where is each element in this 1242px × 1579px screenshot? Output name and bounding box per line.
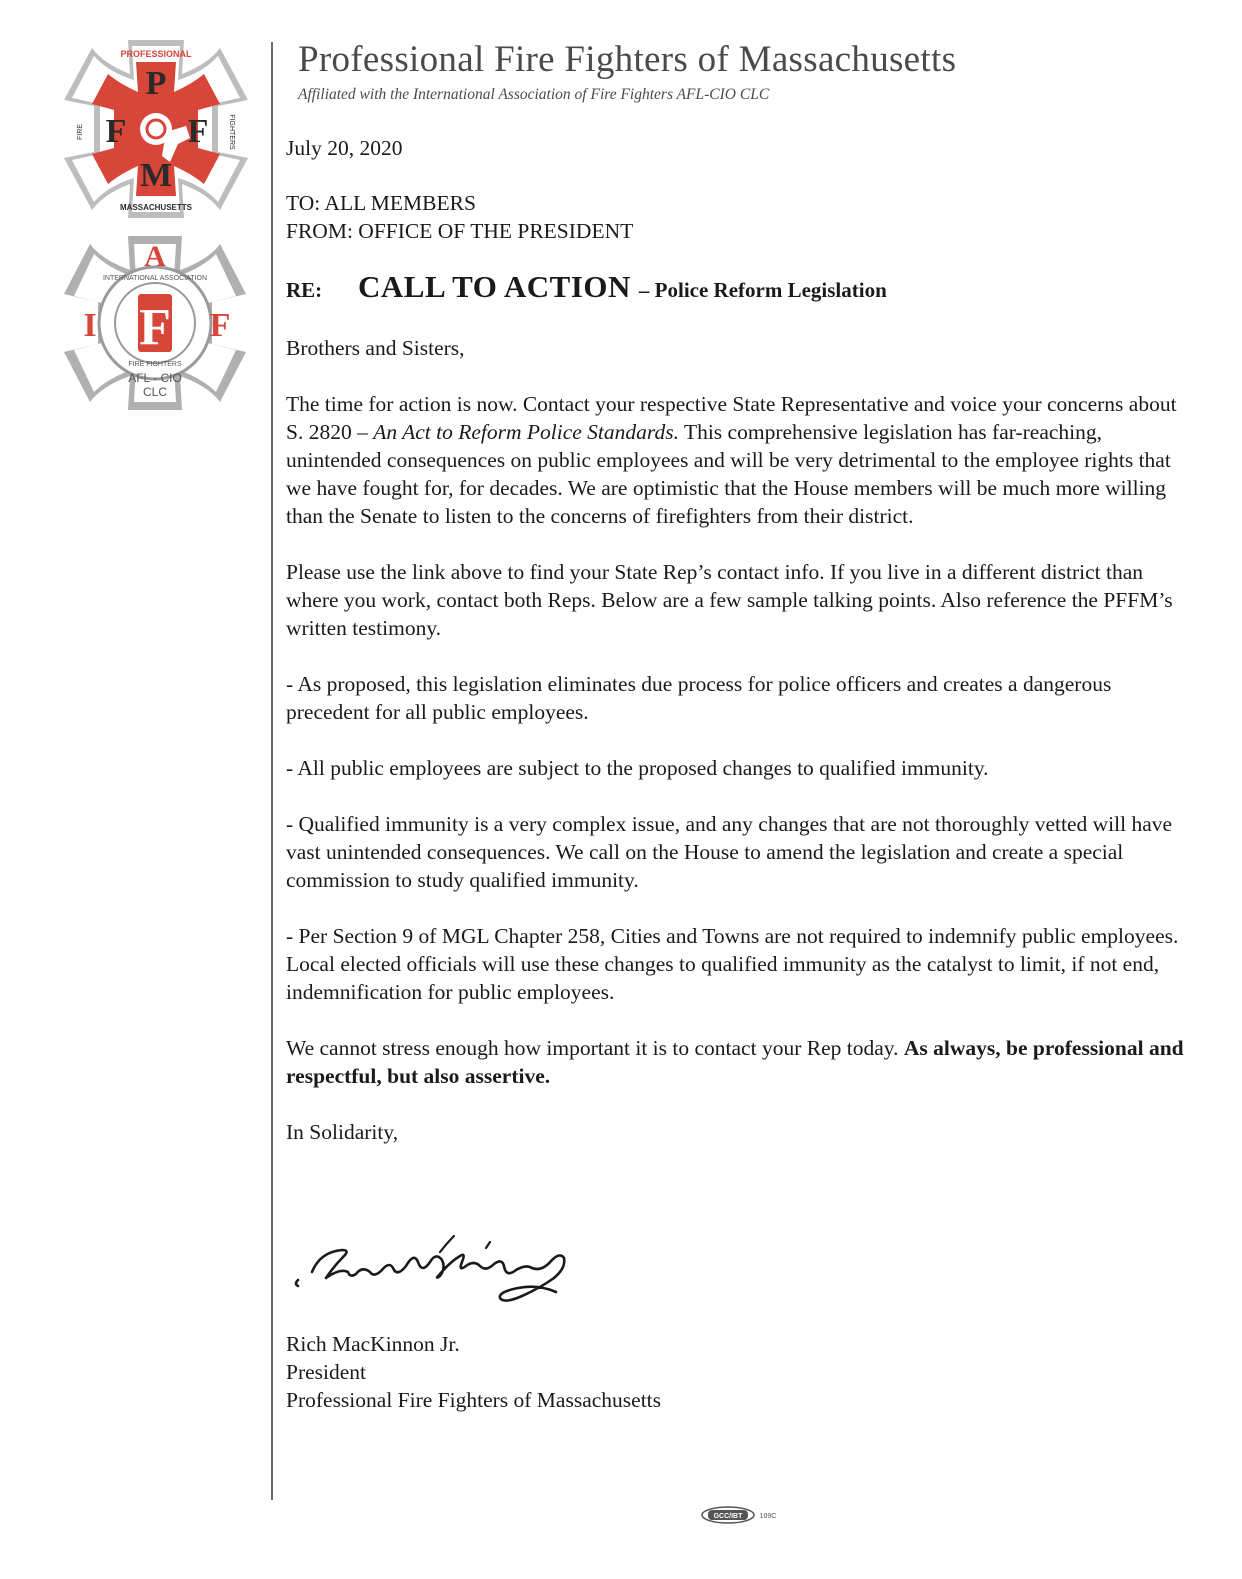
letter-date: July 20, 2020: [286, 136, 403, 160]
pffm-ring-bottom: MASSACHUSETTS: [119, 203, 193, 212]
iaff-footer-aflcio: AFL - CIO: [128, 371, 182, 385]
union-bug-logo: [694, 1504, 780, 1526]
salutation: In Solidarity,: [286, 1120, 399, 1144]
pffm-ring-left: FIRE: [77, 124, 84, 140]
talking-point-due-process: - As proposed, this legislation eliminates due process for police officers and creates a dangerous precedent for all public employees.: [286, 672, 1112, 724]
closing-text: We cannot stress enough how important it is to contact your Rep today.: [286, 1036, 904, 1060]
iaff-ring-bottom: FIRE FIGHTERS: [128, 361, 182, 368]
letter-body: [286, 134, 1186, 1146]
iaff-logo-graphic: [62, 232, 248, 414]
signer-organization: Professional Fire Fighters of Massachusetts: [286, 1388, 662, 1412]
organization-title: Professional Fire Fighters of Massachusetts: [298, 39, 957, 80]
vertical-divider: [271, 42, 273, 1500]
paragraph-action: [286, 390, 1186, 530]
letter-to: TO: ALL MEMBERS: [286, 191, 476, 215]
letter-from: FROM: OFFICE OF THE PRESIDENT: [286, 219, 634, 243]
paragraph-action-text: The time for action is now. Contact your respective State Representative and voice your concerns about S. 2820 –: [286, 392, 1177, 444]
signature-block: [286, 1330, 661, 1414]
subject-line: [286, 269, 1186, 304]
greeting: Brothers and Sisters,: [286, 336, 465, 360]
pffm-letter-m: M: [139, 157, 173, 194]
pffm-logo: [58, 34, 254, 224]
pffm-letter-p: P: [145, 65, 167, 102]
paragraph-contact: Please use the link above to find your State Rep’s contact info. If you live in a different district than where you work, contact both Reps. Below are a few sample talking points. Also reference the PFFM’s written testimony.: [286, 560, 1173, 640]
union-bug-number: 109C: [759, 1513, 777, 1520]
pffm-logo-graphic: [58, 34, 254, 224]
pffm-letter-f-left: F: [105, 113, 127, 150]
pffm-letter-f-right: F: [187, 113, 209, 150]
pffm-ring-right: FIGHTERS: [228, 114, 235, 150]
paragraph-action-text-cont: This comprehensive legislation has far-reaching, unintended consequences on public employees and will be very detrimental to the employee rights that we have fought for, for decades. We are optimistic that the House members will be much more willing than the Senate to listen to the concerns of firefighters from their district.: [286, 420, 1171, 528]
affiliation-line: Affiliated with the International Association of Fire Fighters AFL-CIO CLC: [298, 86, 770, 103]
iaff-ring-text: INTERNATIONAL ASSOCIATION: [102, 275, 208, 282]
signer-title: President: [286, 1360, 367, 1384]
talking-point-indemnification: - Per Section 9 of MGL Chapter 258, Cities and Towns are not required to indemnify public employees. Local elected officials will use these changes to qualified immunity as the catalyst to limit, if not end, indemnification for public employees.: [286, 924, 1179, 1004]
talking-point-public-employees: - All public employees are subject to the proposed changes to qualified immunity.: [286, 756, 989, 780]
iaff-letter-center-f: F: [139, 299, 171, 356]
re-subtitle: – Police Reform Legislation: [638, 278, 887, 302]
iaff-letter-a: A: [144, 240, 166, 273]
iaff-footer-clc: CLC: [142, 385, 168, 399]
to-from-block: [286, 189, 1186, 245]
closing-paragraph: [286, 1034, 1186, 1090]
bill-title: An Act to Reform Police Standards.: [373, 420, 679, 444]
iaff-letter-f-right: F: [209, 307, 231, 344]
signer-name: Rich MacKinnon Jr.: [286, 1332, 460, 1356]
iaff-logo: [62, 232, 248, 414]
union-bug-text: GCC/IBT: [713, 1513, 743, 1520]
iaff-letter-i: I: [83, 307, 97, 344]
talking-point-qualified-immunity: - Qualified immunity is a very complex issue, and any changes that are not thoroughly vetted will have vast unintended consequences. We call on the House to amend the legislation and create a special commission to study qualified immunity.: [286, 812, 1173, 892]
closing-emphasis: As always, be professional and respectful, but also assertive.: [286, 1036, 1184, 1088]
signature-image: [290, 1222, 580, 1318]
pffm-ring-top: PROFESSIONAL: [120, 49, 192, 59]
re-label: RE:: [286, 278, 323, 302]
re-title: CALL TO ACTION: [358, 269, 631, 304]
letterhead-sidebar: [0, 0, 270, 1579]
